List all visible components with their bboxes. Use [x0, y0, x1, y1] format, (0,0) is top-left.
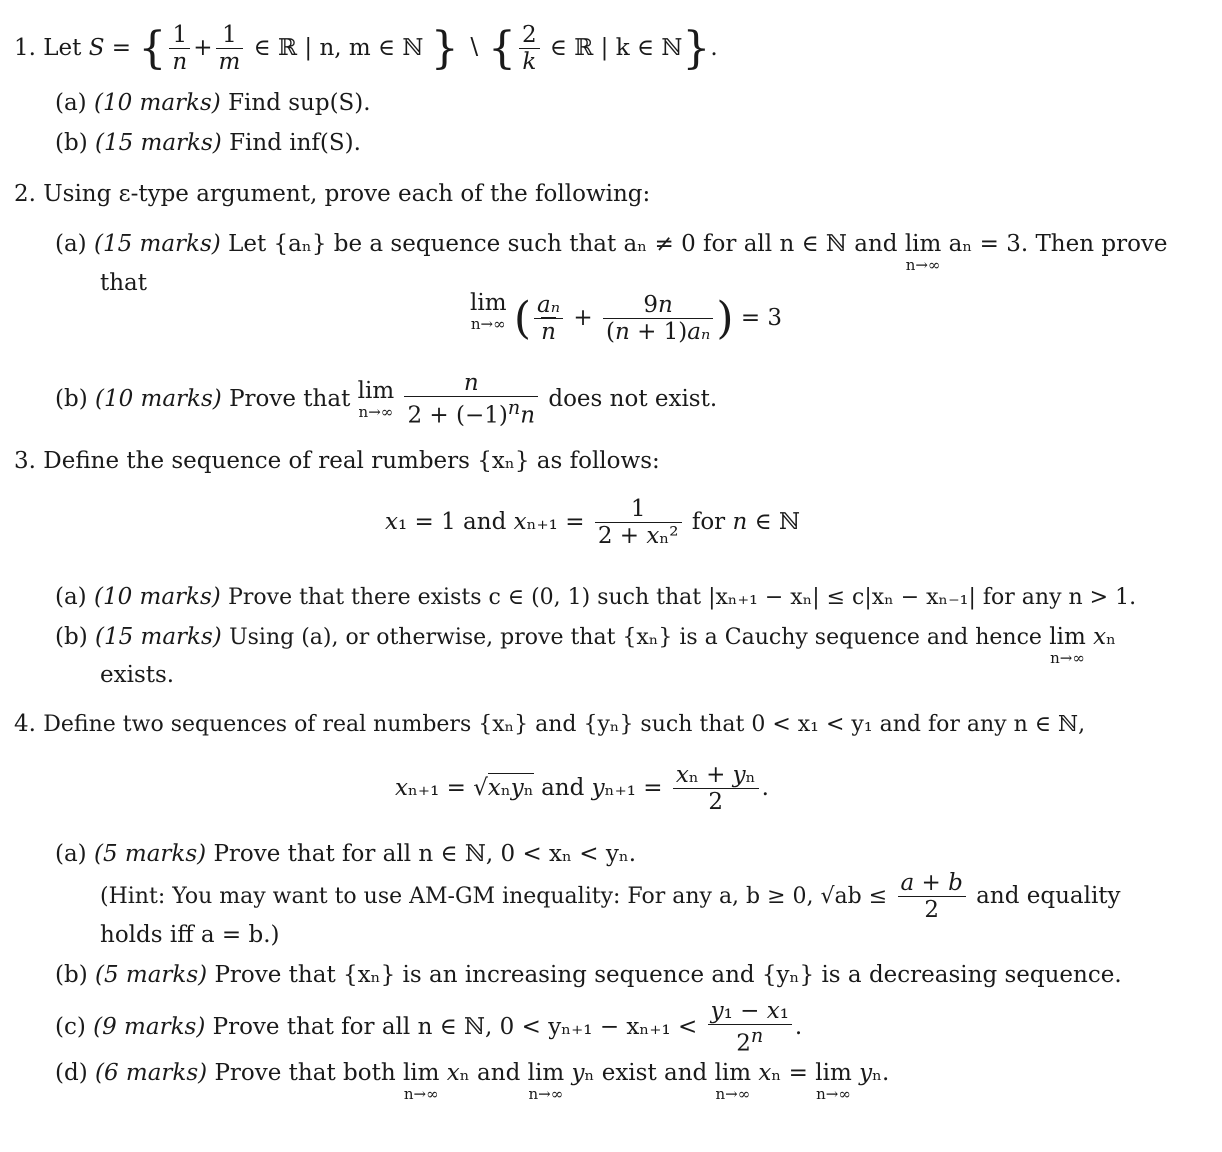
q1-a-marks: (10 marks) — [93, 90, 221, 116]
q4-a-text: Prove that for all n ∈ ℕ, 0 < xₙ < yₙ. — [213, 841, 637, 867]
question-1: 1. Let S = { $\frac{1}{n}$ + $\frac{1}{m}$ ∈ ℝ | n, m ∈ ℕ } ∖ { $\frac{2}{k}$ ∈ ℝ | k ∈ ℕ}. — [14, 22, 718, 76]
q1-lead: Let — [43, 34, 82, 61]
q1-number: 1. — [14, 34, 36, 61]
q3-b-text: Using (a), or otherwise, prove that {xₙ} is a Cauchy sequence and hence — [229, 625, 1042, 650]
q3-part-b: (b) (15 marks) Using (a), or otherwise, prove that {xₙ} is a Cauchy sequence and hence lim n→∞ xₙ — [55, 624, 1117, 667]
q4-hint-end: holds iff a = b.) — [100, 922, 280, 948]
q4-part-c: (c) (9 marks) Prove that for all n ∈ ℕ, 0 < yₙ₊₁ − xₙ₊₁ < $\frac{\text{y₁ − x₁}}{2^n}$ . — [55, 998, 803, 1058]
q2-b-text1: Prove that — [229, 385, 351, 412]
q1-b-marks: (15 marks) — [94, 130, 222, 156]
q3-number: 3. — [14, 448, 36, 474]
q2-equation: lim n→∞ ( $\frac{\text{aₙ}}{n}$ + $\frac{9n}{\text{(n + 1)aₙ}}$ ) = 3 — [470, 290, 783, 346]
q3-part-a — [55, 586, 1136, 609]
q3-equation: x₁ = 1 and xₙ₊₁ = $\frac{1}{\text{2 + xₙ²}}$ for n ∈ ℕ — [385, 496, 800, 550]
q2-a-that: that — [100, 270, 148, 296]
q4-hint2: and equality — [976, 882, 1121, 909]
q1-b-label: (b) — [55, 130, 88, 156]
q4-d-text2: and — [477, 1060, 521, 1086]
q4-b-marks: (5 marks) — [94, 962, 208, 988]
q4-d-label: (d) — [55, 1060, 88, 1086]
q2-number: 2. — [14, 181, 36, 207]
question-2 — [14, 183, 650, 206]
q1-a-text: Find sup(S). — [228, 90, 371, 116]
q4-equation: xₙ₊₁ = √xₙyₙ and yₙ₊₁ = $\frac{\text{xₙ + yₙ}}{2}$ . — [395, 762, 769, 816]
q2-part-b: (b) (10 marks) Prove that lim n→∞ $\frac{n}{2 + (-1)^nn}$ does not exist. — [55, 370, 718, 430]
q4-number: 4. — [14, 711, 36, 737]
q4-intro: Define two sequences of real numbers {xₙ} and {yₙ} such that 0 < x₁ < y₁ and for any n ∈ ℕ, — [43, 712, 1086, 737]
q2-part-a: (a) (15 marks) Let {aₙ} be a sequence such that aₙ ≠ 0 for all n ∈ ℕ and lim n→∞ aₙ = 3. Then prove — [55, 231, 1168, 274]
q4-part-d: (d) (6 marks) Prove that both lim n→∞ xₙ and lim n→∞ yₙ exist and lim n→∞ xₙ = lim n→∞ yₙ. — [55, 1060, 890, 1103]
q3-b-label: (b) — [55, 624, 88, 650]
q3-b-exists: exists. — [100, 662, 175, 688]
q4-hint: (Hint: You may want to use AM-GM inequality: For any a, b ≥ 0, √ab ≤ $\frac{a + b}{2}$ and equality — [100, 870, 1121, 924]
q4-part-a — [55, 843, 636, 866]
question-4 — [14, 713, 1085, 736]
q4-d-text1: Prove that both — [214, 1060, 396, 1086]
q3-a-text: Prove that there exists c ∈ (0, 1) such that |xₙ₊₁ − xₙ| ≤ c|xₙ − xₙ₋₁| for any n > 1. — [228, 585, 1137, 610]
q4-b-label: (b) — [55, 962, 88, 988]
q1-b-text: Find inf(S). — [229, 130, 361, 156]
q3-b-marks: (15 marks) — [94, 624, 222, 650]
q1-part-a — [55, 92, 371, 115]
question-3 — [14, 450, 660, 473]
q4-part-b — [55, 964, 1122, 987]
q2-a-text1: Let {aₙ} be a sequence such that aₙ ≠ 0 for all n ∈ ℕ and — [228, 231, 898, 257]
q1-a-label: (a) — [55, 90, 87, 116]
q2-b-text2: does not exist. — [548, 385, 718, 412]
q1-set-b: ∈ ℝ | k ∈ ℕ — [549, 34, 683, 61]
q2-b-marks: (10 marks) — [94, 385, 222, 412]
q2-eq-rhs: = 3 — [740, 304, 783, 331]
q4-d-text3: exist and — [601, 1060, 708, 1086]
q1-part-b — [55, 132, 361, 155]
q3-intro: Define the sequence of real rumbers {xₙ} as follows: — [43, 448, 660, 474]
q4-d-marks: (6 marks) — [94, 1060, 208, 1086]
q3-eq-and: and — [463, 508, 507, 535]
q2-a-marks: (15 marks) — [93, 231, 221, 257]
q2-intro: Using ε-type argument, prove each of the following: — [43, 181, 651, 207]
q3-a-marks: (10 marks) — [93, 584, 221, 610]
q4-c-label: (c) — [55, 1013, 86, 1040]
q1-set-a: ∈ ℝ | n, m ∈ ℕ — [253, 34, 424, 61]
q2-a-text2: aₙ = 3. Then prove — [948, 231, 1168, 257]
q4-a-label: (a) — [55, 841, 87, 867]
q1-symbol: S — [88, 34, 105, 61]
q4-hint1: (Hint: You may want to use AM-GM inequality: For any a, b ≥ 0, √ab ≤ — [100, 883, 888, 909]
q2-a-label: (a) — [55, 231, 87, 257]
q4-b-text: Prove that {xₙ} is an increasing sequence and {yₙ} is a decreasing sequence. — [214, 962, 1122, 988]
q4-c-marks: (9 marks) — [93, 1013, 206, 1040]
q3-a-label: (a) — [55, 584, 87, 610]
q3-eq-for: for — [691, 508, 726, 535]
q4-c-text: Prove that for all n ∈ ℕ, 0 < yₙ₊₁ − xₙ₊₁ < — [212, 1013, 698, 1040]
q4-eq-and: and — [541, 774, 585, 801]
q2-b-label: (b) — [55, 385, 88, 412]
q4-a-marks: (5 marks) — [93, 841, 207, 867]
brace-icon: { — [138, 22, 167, 74]
